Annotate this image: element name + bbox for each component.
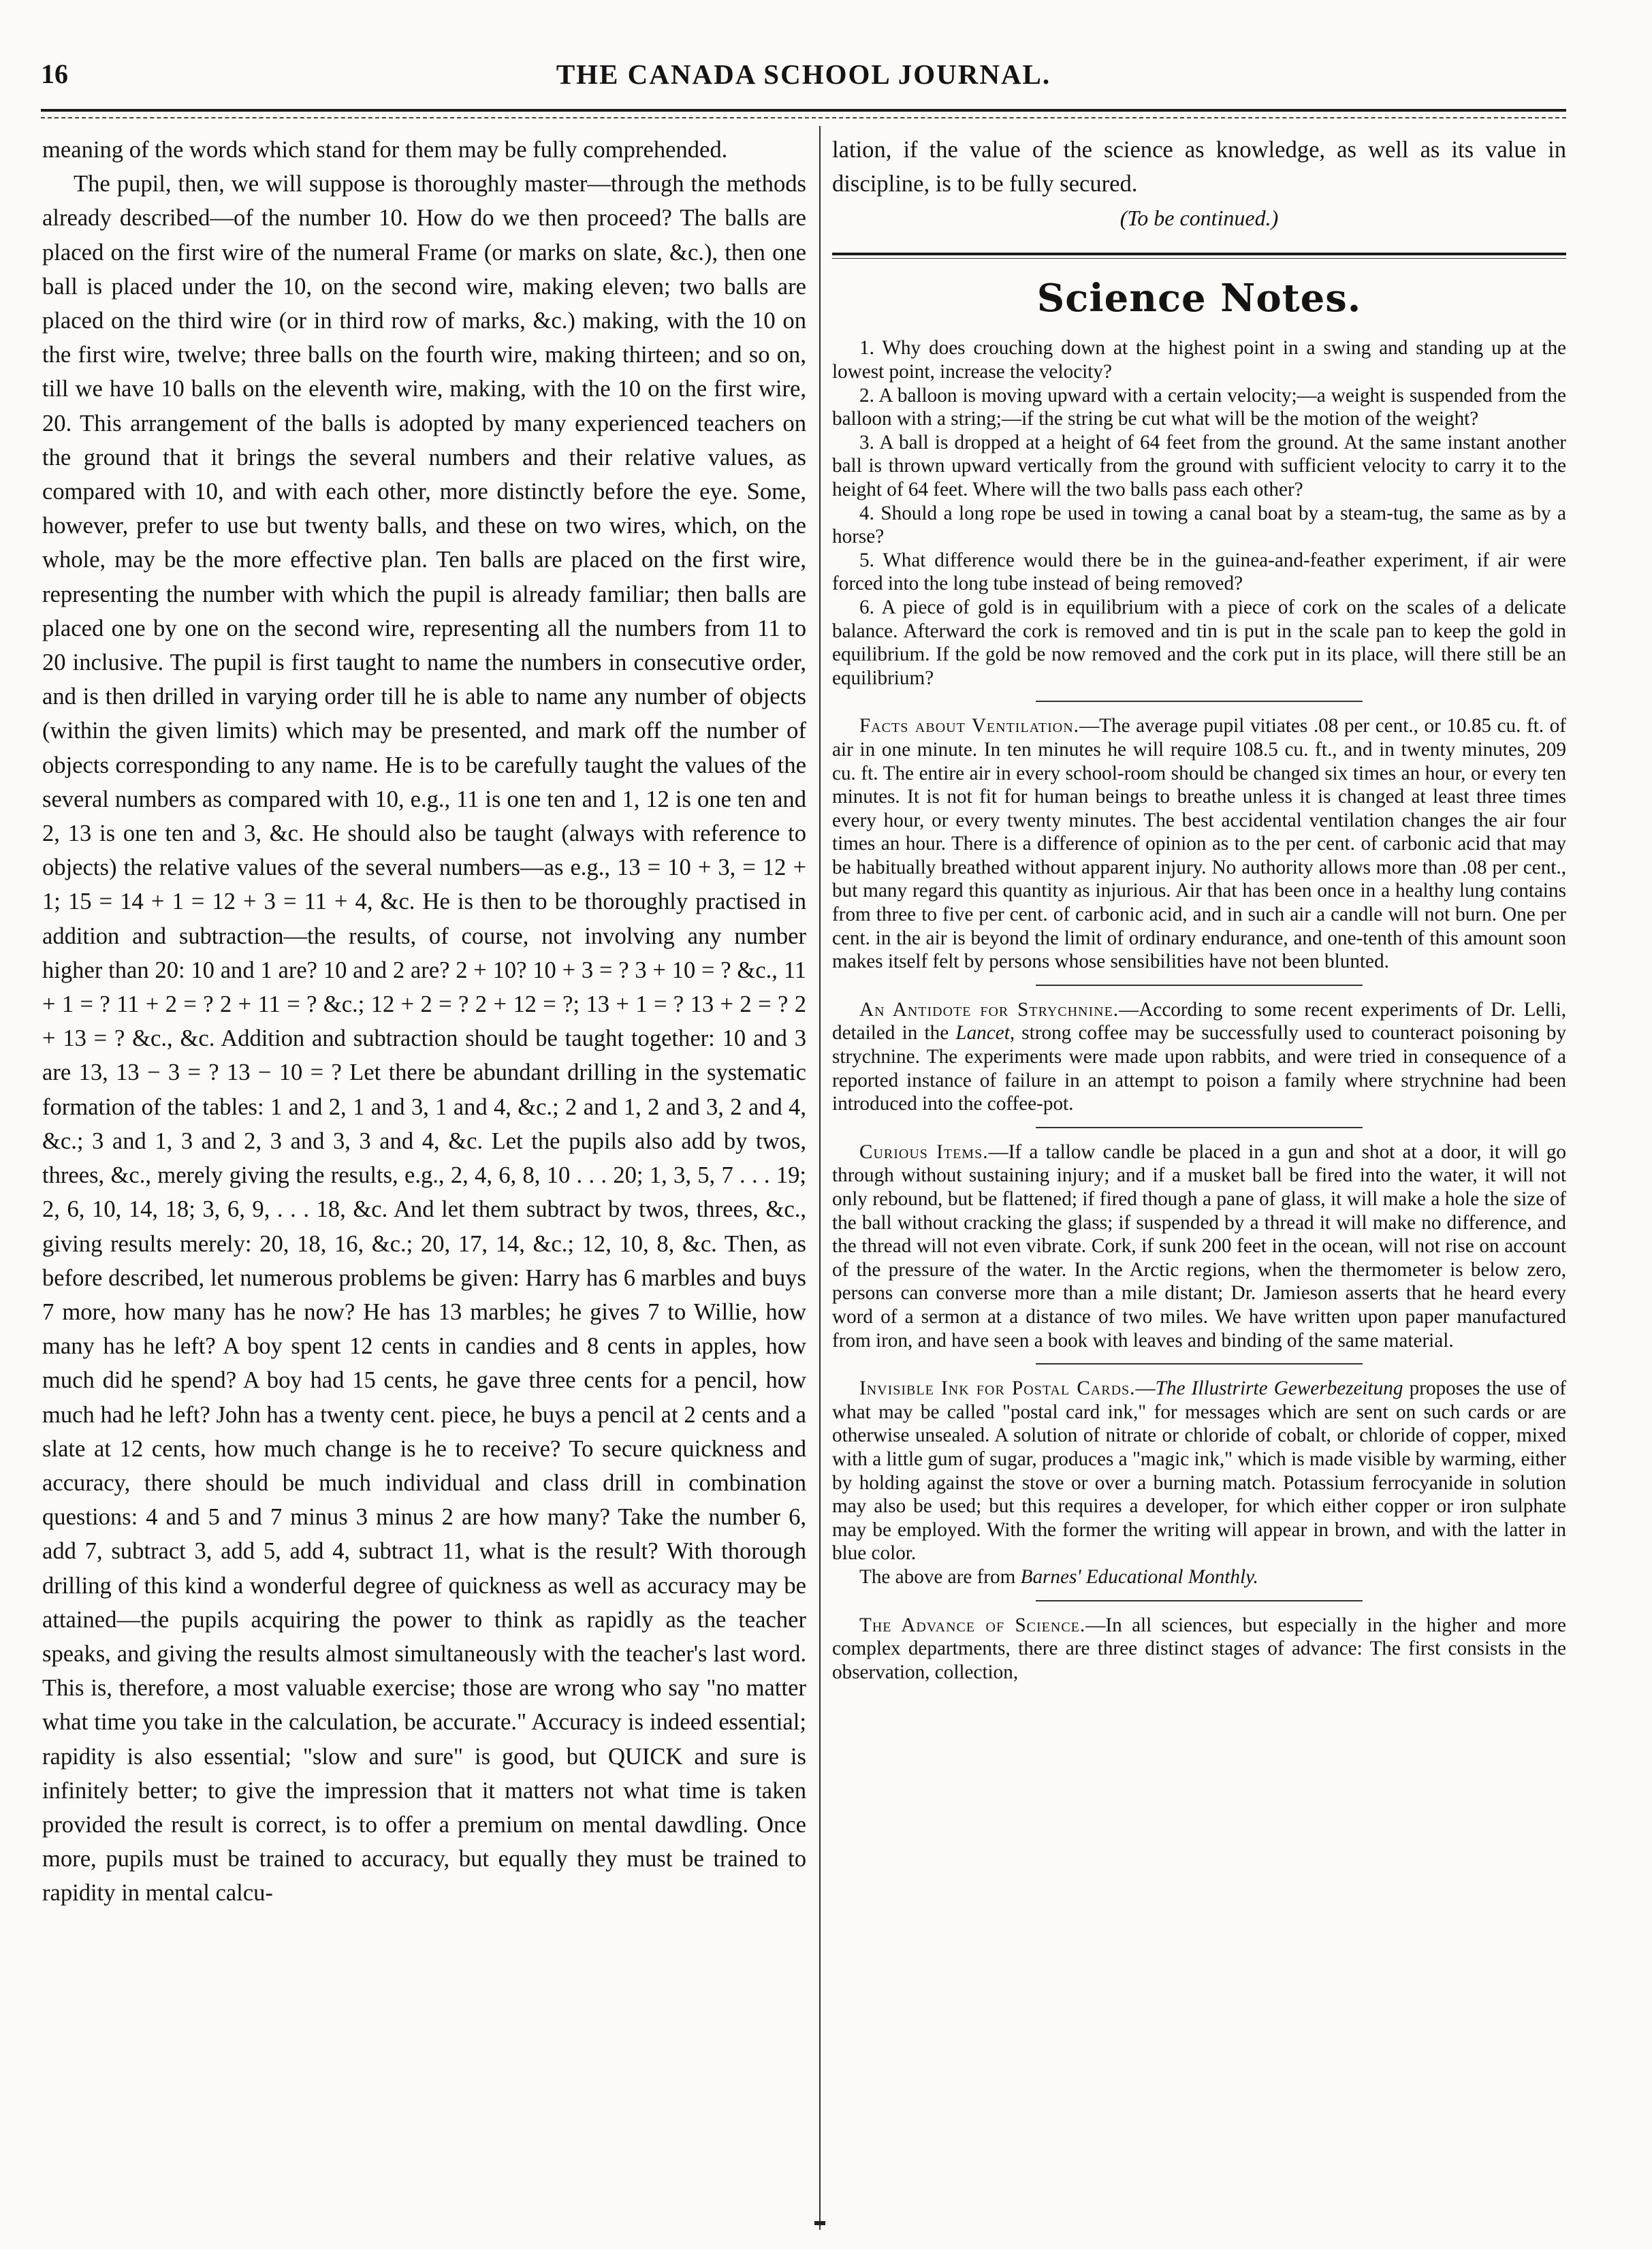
question-item: 2. A balloon is moving upward with a certain velocity;—a weight is suspended from the balloon with a string;—if the string be cut what will be the motion of the weight? (832, 384, 1566, 430)
note-body: proposes the use of what may be called "postal card ink," for messages which are sent on such cards or are otherwise unsealed. A solution of nitrate or chloride of cobalt, or chloride of copper, mixed with a little gum of sugar, produces a "magic ink," which is made visible by warming, either by holding against the stove or over a burning match. Potassium ferrocyanide in solution may also be used; but this requires a developer, for which either copper or iron sulphate may be employed. With the former the writing will appear in brown, and with the latter in blue color. (832, 1377, 1566, 1565)
question-item: 1. Why does crouching down at the highest point in a swing and standing up at the lowest point, increase the velocity? (832, 337, 1566, 383)
science-notes (832, 336, 1566, 1684)
continuation-paragraph: lation, if the value of the science as knowledge, as well as its value in discipline, is to be fully secured. (832, 137, 1566, 197)
column-divider (819, 126, 821, 2230)
item-divider (1036, 1127, 1363, 1128)
page-mark (814, 2221, 825, 2232)
journal-name: Lancet (955, 1022, 1010, 1044)
section-heading: Science Notes. (1036, 276, 1362, 321)
page-number: 16 (41, 59, 68, 89)
article-paragraph: meaning of the words which stand for them may be fully comprehended. (42, 137, 728, 163)
section-rule (832, 253, 1566, 255)
note-title: The Advance of Science. (859, 1614, 1086, 1636)
note-title: An Antidote for Strychnine. (859, 998, 1119, 1021)
question-item: 5. What difference would there be in the guinea-and-feather experiment, if air were forced into the long tube instead of being removed? (832, 549, 1566, 595)
note-body: —If a tallow candle be placed in a gun and shot at a door, it will go through without sustaining injury; and if a musket ball be fired into the water, it will not only rebound, but be flattened; if fired though a pane of glass, it will make a hole the size of the ball without cracking the glass; if suspended by a thread it will make no difference, and the thread will not even vibrate. Cork, if sunk 200 feet in the ocean, will not rise on account of the pressure of the water. In the Arctic regions, when the thermometer is below zero, persons can converse more than a mile distant; Dr. Jamieson asserts that he heard every word of a sermon at a distance of two miles. We have written upon paper manufactured from iron, and have seen a book with leaves and binding of the same material. (832, 1141, 1567, 1352)
item-divider (1036, 1600, 1363, 1601)
article-continuation (832, 133, 1566, 235)
note-title: Curious Items. (859, 1141, 989, 1163)
question-item: 4. Should a long rope be used in towing a canal boat by a steam-tug, the same as by a horse? (832, 502, 1566, 548)
to-be-continued-note: (To be continued.) (1119, 206, 1279, 231)
invisible-ink-note (832, 1377, 1566, 1565)
item-divider (1036, 985, 1363, 986)
journal-title: THE CANADA SCHOOL JOURNAL. (556, 59, 1051, 90)
note-body: —According to some recent experiments of Dr. Lelli, detailed in the (832, 998, 1566, 1044)
item-divider (1036, 1363, 1363, 1365)
advance-note (832, 1614, 1566, 1685)
source-name: The Illustrirte Gewerbezeitung (1155, 1377, 1403, 1400)
header-rule (41, 109, 1566, 112)
note-body: —In all sciences, but especially in the higher and more complex departments, there are three distinct stages of advance: The first consists in the observation, collection, (832, 1614, 1566, 1683)
page-header (41, 58, 1566, 99)
left-column (42, 133, 806, 1911)
item-divider (1036, 701, 1363, 702)
note-body: , strong coffee may be successfully used to counteract poisoning by strychnine. The experiments were made upon rabbits, and were tried in consequence of a reported instance of failure in an attempt to poison a family where strychnine had been introduced into the coffee-pot. (832, 1022, 1566, 1115)
right-column (832, 133, 1566, 1684)
attribution (832, 1565, 1566, 1589)
question-item: 6. A piece of gold is in equilibrium with a piece of cork on the scales of a delicate balance. Afterward the cork is removed and tin is put in the scale pan to keep the gold in equilibrium. If the gold be now removed and the cork put in its place, will there still be an equilibrium? (832, 596, 1566, 689)
curious-items-note (832, 1141, 1566, 1352)
note-dash: — (1135, 1377, 1156, 1400)
note-body: —The average pupil vitiates .08 per cent., or 10.85 cu. ft. of air in one minute. In ten minutes he will require 108.5 cu. ft., and in twenty minutes, 209 cu. ft. The entire air in every school-room should be changed six times an hour, or every ten minutes. It is not fit for human beings to breathe unless it is changed at least three times every hour, or every twenty minutes. The best accidental ventilation changes the air four times an hour. There is a difference of opinion as to the per cent. of carbonic acid that may be habitually breathed without apparent injury. No authority allows more than .08 per cent., but many regard this quantity as injurious. Air that has been once in a healthy lung contains from three to five per cent. of carbonic acid, and in such air a candle will not burn. One per cent. in the air is beyond the limit of ordinary endurance, and one-tenth of this amount soon makes itself felt by persons whose sensibilities have not been blunted. (832, 715, 1566, 973)
section-rule-thin (832, 258, 1566, 259)
attribution-text: The above are from (859, 1565, 1021, 1588)
header-rule-dashed (41, 117, 1566, 118)
note-title: Facts about Ventilation. (859, 715, 1079, 737)
antidote-note (832, 998, 1566, 1116)
note-title: Invisible Ink for Postal Cards. (859, 1377, 1136, 1400)
ventilation-note (832, 714, 1566, 974)
question-item: 3. A ball is dropped at a height of 64 feet from the ground. At the same instant another ball is thrown upward vertically from the ground with sufficient velocity to carry it to the height of 64 feet. Where will the two balls pass each other? (832, 431, 1566, 500)
attribution-source: Barnes' Educational Monthly. (1020, 1565, 1258, 1588)
article-paragraph: The pupil, then, we will suppose is thoroughly master—through the methods already described—of the number 10. How do we then proceed? The balls are placed on the first wire of the numeral Frame (or marks on slate, &c.), then one ball is placed under the 10, on the second wire, making eleven; two balls are placed on the third wire (or in third row of marks, &c.) making, with the 10 on the first wire, twelve; three balls on the fourth wire, making thirteen; and so on, till we have 10 balls on the eleventh wire, making, with the 10 on the first wire, 20. This arrangement of the balls is adopted by many experienced teachers on the ground that it brings the several numbers and their relative values, as compared with 10, and with each other, more distinctly before the eye. Some, however, prefer to use but twenty balls, and these on two wires, which, on the whole, may be the more effective plan. Ten balls are placed on the first wire, representing the number with which the pupil is already familiar; then balls are placed one by one on the second wire, representing all the numbers from 11 to 20 inclusive. The pupil is first taught to name the numbers in consecutive order, and is then drilled in varying order till he is able to name any number of objects (within the given limits) which may be presented, and mark off the number of objects corresponding to any name. He is to be carefully taught the values of the several numbers as compared with 10, e.g., 11 is one ten and 1, 12 is one ten and 2, 13 is one ten and 3, &c. He should also be taught (always with reference to objects) the relative values of the several numbers—as e.g., 13 = 10 + 3, = 12 + 1; 15 = 14 + 1 = 12 + 3 = 11 + 4, &c. He is then to be thoroughly practised in addition and subtraction—the results, of course, not involving any number higher than 20: 10 and 1 are? 10 and 2 are? 2 + 10? 10 + 3 = ? 3 + 10 = ? &c., 11 + 1 = ? 11 + 2 = ? 2 + 11 = ? &c.; 12 + 2 = ? 2 + 12 = ?; 13 + 1 = ? 13 + 2 = ? 2 + 13 = ? &c., &c. Addition and subtraction should be taught together: 10 and 3 are 13, 13 − 3 = ? 13 − 10 = ? Let there be abundant drilling in the systematic formation of the tables: 1 and 2, 1 and 3, 1 and 4, &c.; 2 and 1, 2 and 3, 2 and 4, &c.; 3 and 1, 3 and 2, 3 and 3, 3 and 4, &c. Let the pupils also add by twos, threes, &c., merely giving the results, e.g., 2, 4, 6, 8, 10 . . . 20; 1, 3, 5, 7 . . . 19; 2, 6, 10, 14, 18; 3, 6, 9, . . . 18, &c. And let them subtract by twos, threes, &c., giving results merely: 20, 18, 16, &c.; 20, 17, 14, &c.; 12, 10, 8, &c. Then, as before described, let numerous problems be given: Harry has 6 marbles and buys 7 more, how many has he now? He has 13 marbles; he gives 7 to Willie, how many has he left? A boy spent 12 cents in candies and 8 cents in apples, how much did he spend? A boy had 15 cents, he gave three cents for a pencil, how much had he left? John has a twenty cent. piece, he buys a pencil at 2 cents and a slate at 12 cents, how much change is he to receive? To secure quickness and accuracy, there should be much individual and class drill in combination questions: 4 and 5 and 7 minus 3 minus 2 are how many? Take the number 6, add 7, subtract 3, add 5, add 4, subtract 11, what is the result? With thorough drilling of this kind a wonderful degree of quickness as well as accuracy may be attained—the pupils acquiring the power to think as rapidly as the teacher speaks, and giving the results almost simultaneously with the teacher's last word. This is, therefore, a most valuable exercise; those are wrong who say "no matter what time you take in the calculation, be accurate." Accuracy is indeed essential; rapidity is also essential; "slow and sure" is good, but QUICK and sure is infinitely better; to give the impression that it matters not what time is taken provided the result is correct, is to offer a premium on mental dawdling. Once more, pupils must be trained to accuracy, but equally they must be trained to rapidity in mental calcu- (42, 171, 806, 1907)
